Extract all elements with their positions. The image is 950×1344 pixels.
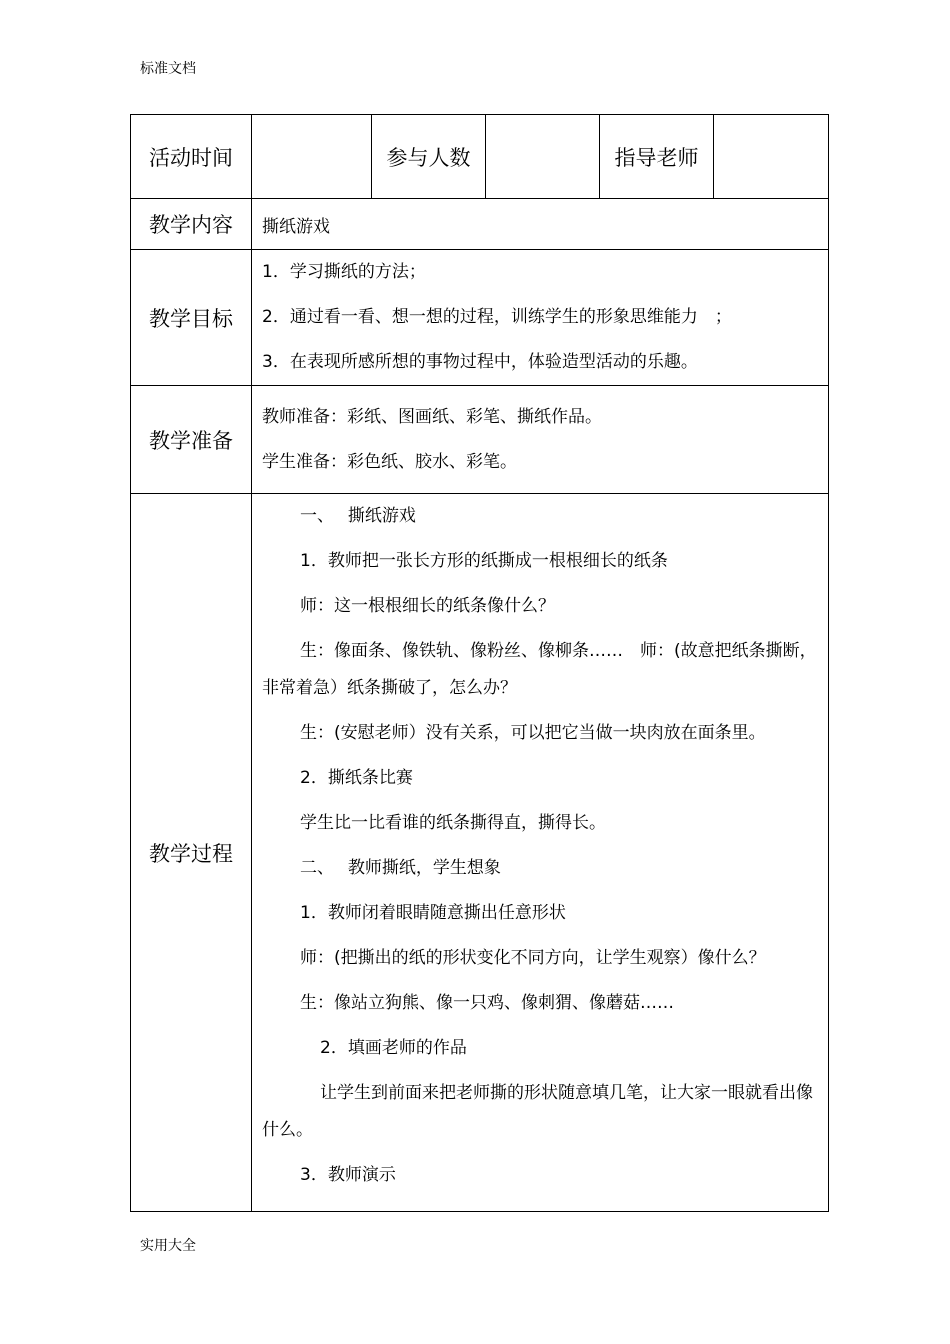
info-row (131, 115, 829, 199)
process-line: 2．撕纸条比赛 (300, 768, 413, 788)
activity-time-label: 活动时间 (131, 115, 252, 199)
goal-item: 2．通过看一看、想一想的过程，训练学生的形象思维能力 ； (262, 307, 732, 327)
goal-item: 1．学习撕纸的方法； (262, 262, 426, 282)
process-line: 生：像站立狗熊、像一只鸡、像刺猬、像蘑菇…… (300, 993, 674, 1013)
activity-time-value (252, 115, 372, 199)
participants-label: 参与人数 (372, 115, 486, 199)
process-line: 1．教师把一张长方形的纸撕成一根根细长的纸条 (300, 551, 668, 571)
process-line: 师：这一根根细长的纸条像什么？ (300, 596, 555, 616)
process-line: 生：像面条、像铁轨、像粉丝、像柳条…… 师：(故意把纸条撕断，非常着急）纸条撕破了，怎么办？ (262, 641, 817, 698)
content-label: 教学内容 (131, 199, 252, 250)
goals-row (131, 250, 829, 386)
process-content (252, 494, 829, 1212)
process-line: 学生比一比看谁的纸条撕得直，撕得长。 (300, 813, 606, 833)
prep-row (131, 386, 829, 494)
goals-label: 教学目标 (131, 250, 252, 386)
prep-item: 教师准备：彩纸、图画纸、彩笔、撕纸作品。 (262, 406, 602, 427)
process-line: 师：(把撕出的纸的形状变化不同方向，让学生观察）像什么？ (300, 948, 766, 968)
process-line: 1．教师闭着眼睛随意撕出任意形状 (300, 903, 566, 923)
process-line: 二、 教师撕纸，学生想象 (300, 858, 501, 878)
process-line: 让学生到前面来把老师撕的形状随意填几笔，让大家一眼就看出像什么。 (262, 1083, 813, 1140)
process-label: 教学过程 (131, 494, 252, 1212)
goal-item: 3．在表现所感所想的事物过程中，体验造型活动的乐趣。 (262, 352, 698, 372)
prep-label: 教学准备 (131, 386, 252, 494)
page-header: 标准文档 (140, 61, 196, 77)
prep-list (252, 386, 829, 494)
teacher-value (714, 115, 829, 199)
process-line: 一、 撕纸游戏 (300, 506, 416, 526)
teacher-label: 指导老师 (600, 115, 714, 199)
participants-value (486, 115, 600, 199)
page-footer: 实用大全 (140, 1238, 196, 1254)
goals-list (252, 250, 829, 386)
process-row (131, 494, 829, 1212)
prep-item: 学生准备：彩色纸、胶水、彩笔。 (262, 451, 517, 472)
content-row (131, 199, 829, 250)
process-line: 3．教师演示 (300, 1165, 396, 1185)
process-line: 生：(安慰老师）没有关系，可以把它当做一块肉放在面条里。 (300, 723, 766, 743)
lesson-plan-table (130, 114, 829, 1212)
content-value: 撕纸游戏 (252, 199, 829, 250)
process-line: 2．填画老师的作品 (320, 1038, 467, 1058)
